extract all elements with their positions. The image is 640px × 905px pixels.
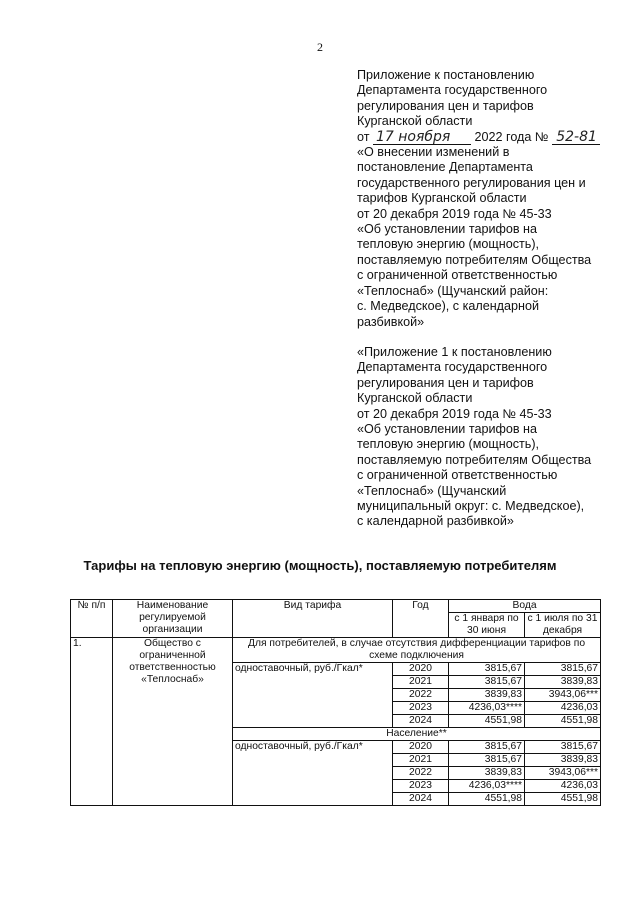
header-period-2: с 1 июля по 31 декабря: [525, 613, 601, 638]
amendment-line: поставляемую потребителям Общества: [357, 252, 592, 267]
amendment-line: с ограниченной ответственностью: [357, 268, 558, 283]
value-period-2: 4236,03: [525, 780, 601, 793]
header-water: Вода: [449, 600, 601, 613]
year-cell: 2021: [393, 754, 449, 767]
section-label: Для потребителей, в случае отсутствия дифференциации тарифов по схеме подключения: [233, 638, 601, 663]
appendix-1-line: с ограниченной ответственностью: [357, 468, 558, 483]
amendment-line: тарифов Курганской области: [357, 191, 527, 206]
handwritten-number: 52-81: [552, 130, 600, 145]
value-period-2: 4551,98: [525, 715, 601, 728]
appendix-line: Приложение к постановлению: [357, 68, 535, 82]
value-period-1: 4551,98: [449, 793, 525, 806]
value-period-1: 3815,67: [449, 676, 525, 689]
value-period-1: 3839,83: [449, 767, 525, 780]
appendix-line: Департамента государственного: [357, 83, 548, 98]
appendix-1-line: «Теплоснаб» (Щучанский: [357, 483, 507, 498]
appendix-1-line: тепловую энергию (мощность),: [357, 437, 540, 452]
page-number: 2: [317, 40, 323, 54]
value-period-2: 4236,03: [525, 702, 601, 715]
value-period-2: 3815,67: [525, 741, 601, 754]
value-period-2: 3943,06***: [525, 767, 601, 780]
year-cell: 2020: [393, 741, 449, 754]
header-tariff-type: Вид тарифа: [233, 600, 393, 638]
amendment-line: постановление Департамента: [357, 160, 533, 175]
amendment-line: тепловую энергию (мощность),: [357, 237, 540, 252]
value-period-1: 3815,67: [449, 741, 525, 754]
amendment-line: разбивкой»: [357, 314, 425, 329]
value-period-1: 4551,98: [449, 715, 525, 728]
tariff-type: одноставочный, руб./Гкал*: [233, 663, 393, 728]
decree-date-line: от 17 ноября 2022 года № 52-81: [357, 130, 617, 145]
document-title: Тарифы на тепловую энергию (мощность), поставляемую потребителям: [83, 558, 557, 573]
year-cell: 2021: [393, 676, 449, 689]
year-cell: 2023: [393, 702, 449, 715]
value-period-1: 3815,67: [449, 663, 525, 676]
header-year: Год: [393, 600, 449, 638]
value-period-2: 3943,06***: [525, 689, 601, 702]
amendment-line: от 20 декабря 2019 года № 45-33: [357, 206, 552, 221]
header-org: Наименование регулируемой организации: [113, 600, 233, 638]
section-label: Население**: [233, 728, 601, 741]
value-period-2: 4551,98: [525, 793, 601, 806]
amendment-line: государственного регулирования цен и: [357, 175, 586, 190]
header-num: № п/п: [71, 600, 113, 638]
tariff-type: одноставочный, руб./Гкал*: [233, 741, 393, 806]
year-cell: 2024: [393, 715, 449, 728]
amendment-line: «Теплоснаб» (Щучанский район:: [357, 283, 549, 298]
appendix-line: регулирования цен и тарифов: [357, 98, 534, 113]
appendix-1-line: регулирования цен и тарифов: [357, 375, 534, 390]
appendix-1-line: Курганской области: [357, 391, 473, 406]
table-body: [71, 638, 601, 806]
value-period-2: 3839,83: [525, 676, 601, 689]
value-period-1: 3815,67: [449, 754, 525, 767]
amendment-line: «Об установлении тарифов на: [357, 222, 538, 237]
appendix-1-line: от 20 декабря 2019 года № 45-33: [357, 406, 552, 421]
year-cell: 2020: [393, 663, 449, 676]
appendix-line: Курганской области: [357, 114, 473, 129]
organization-name: Общество с ограниченной ответственностью «Теплоснаб»: [113, 638, 233, 806]
row-number: 1.: [71, 638, 113, 806]
appendix-1-line: муниципальный округ: с. Медведское),: [357, 498, 585, 513]
value-period-1: 4236,03****: [449, 702, 525, 715]
amendment-line: «О внесении изменений в: [357, 145, 510, 160]
handwritten-date: 17 ноября: [373, 130, 471, 145]
appendix-1-line: с календарной разбивкой»: [357, 514, 514, 529]
value-period-2: 3815,67: [525, 663, 601, 676]
appendix-1-line: поставляемую потребителям Общества: [357, 452, 592, 467]
year-cell: 2024: [393, 793, 449, 806]
tariff-table: [70, 599, 601, 806]
year-cell: 2022: [393, 767, 449, 780]
value-period-2: 3839,83: [525, 754, 601, 767]
header-period-1: с 1 января по 30 июня: [449, 613, 525, 638]
appendix-1-line: «Об установлении тарифов на: [357, 421, 538, 436]
amendment-line: с. Медведское), с календарной: [357, 299, 540, 314]
year-cell: 2022: [393, 689, 449, 702]
appendix-header: [357, 68, 617, 530]
year-cell: 2023: [393, 780, 449, 793]
value-period-1: 3839,83: [449, 689, 525, 702]
section-label-row: [71, 638, 601, 663]
appendix-1-line: Департамента государственного: [357, 360, 548, 375]
value-period-1: 4236,03****: [449, 780, 525, 793]
appendix-1-line: «Приложение 1 к постановлению: [357, 344, 552, 359]
